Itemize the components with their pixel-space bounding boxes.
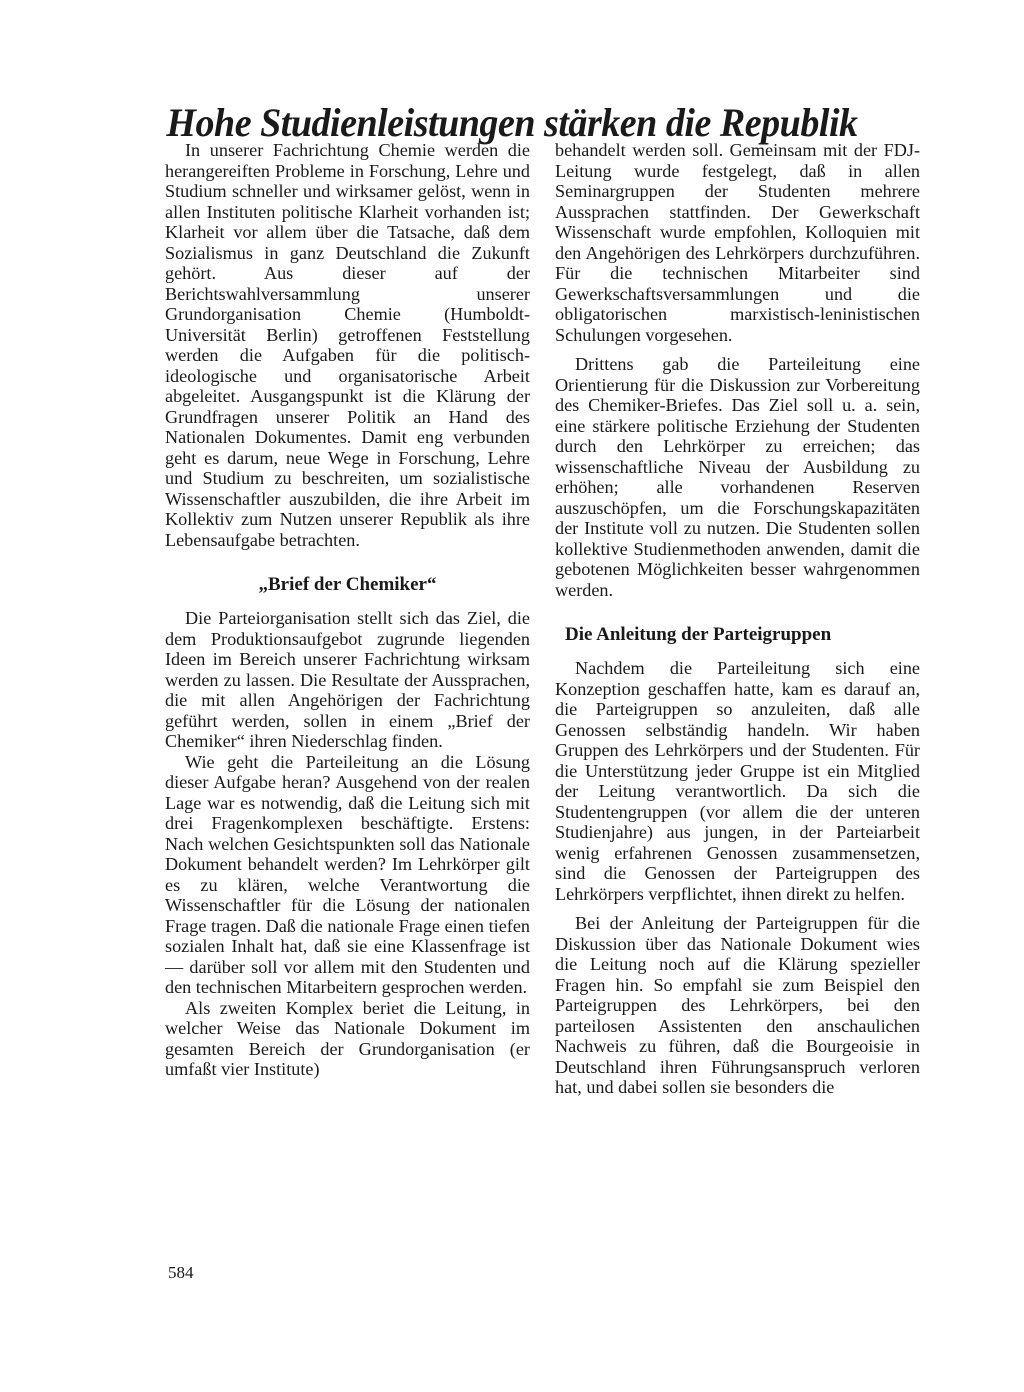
paragraph: Drittens gab die Parteileitung eine Orientierung für die Diskussion zur Vorbereitung des Chemiker-Briefes. Das Ziel soll u. a. sein, eine stärkere politische Erziehung der Studenten durch den Lehrkörper zu erreichen; das wissenschaftliche Niveau der Ausbildung zu erhöhen; alle vorhandenen Reserven auszuschöpfen, um die Forschungskapazitäten der Institute voll zu nutzen. Die Studenten sollen kollektive Studienmethoden anwenden, damit die gebotenen Möglichkeiten besser wahrgenommen werden. (555, 354, 920, 600)
section-heading: „Brief der Chemiker“ (258, 574, 437, 595)
paragraph: In unserer Fachrichtung Chemie werden die herangereiften Probleme in Forschung, Lehre und Studium schneller und wirksamer gelöst, wenn in allen Instituten politische Klarheit vorhanden ist; Klarheit vor allem über die Tatsache, daß dem Sozialismus in ganz Deutschland die Zukunft gehört. Aus dieser auf der Berichtswahlversammlung unserer Grundorganisation Chemie (Humboldt-Universität Berlin) getroffenen Feststellung werden die Aufgaben für die politisch-ideologische und organisatorische Arbeit abgeleitet. Ausgangspunkt ist die Klärung der Grundfragen unserer Politik an Hand des Nationalen Dokumentes. Damit eng verbunden geht es darum, neue Wege in Forschung, Lehre und Studium zu beschreiten, um sozialistische Wissenschaftler auszubilden, die ihre Arbeit im Kollektiv zum Nutzen unserer Republik als ihre Lebensaufgabe betrachten. (165, 140, 530, 550)
right-column (555, 140, 920, 1098)
article-title: Hohe Studienleistungen stärken die Republik (166, 99, 858, 145)
left-column (165, 140, 530, 1080)
paragraph: Nachdem die Parteileitung sich eine Konzeption geschaffen hatte, kam es darauf an, die Parteigruppen so anzuleiten, daß alle Genossen selbständig handeln. Wir haben Gruppen des Lehrkörpers und der Studenten. Für die Unterstützung jeder Gruppe ist ein Mitglied der Leitung verantwortlich. Da sich die Studentengruppen (vor allem die der unteren Studienjahre) aus jungen, in der Parteiarbeit wenig erfahrenen Genossen zusammensetzen, sind die Genossen der Parteigruppen des Lehrkörpers verpflichtet, ihnen direkt zu helfen. (555, 658, 920, 904)
paragraph: Die Parteiorganisation stellt sich das Ziel, die dem Produktionsaufgebot zugrunde liegenden Ideen im Bereich unserer Fachrichtung wirksam werden zu lassen. Die Resultate der Aussprachen, die mit allen Angehörigen der Fachrichtung geführt werden, sollen in einem „Brief der Chemiker“ ihren Niederschlag finden. (165, 608, 530, 751)
paragraph: behandelt werden soll. Gemeinsam mit der FDJ-Leitung wurde festgelegt, daß in allen Seminargruppen der Studenten mehrere Aussprachen stattfinden. Der Gewerkschaft Wissenschaft wurde empfohlen, Kolloquien mit den Angehörigen des Lehrkörpers durchzuführen. Für die technischen Mitarbeiter sind Gewerkschaftsversammlungen und die obligatorischen marxistisch-leninistischen Schulungen vorgesehen. (555, 140, 920, 345)
section-heading: Die Anleitung der Parteigruppen (565, 624, 832, 645)
paragraph: Wie geht die Parteileitung an die Lösung dieser Aufgabe heran? Ausgehend von der realen Lage war es notwendig, daß die Leitung sich mit drei Fragenkomplexen beschäftigte. Erstens: Nach welchen Gesichtspunkten soll das Nationale Dokument behandelt werden? Im Lehrkörper gilt es zu klären, welche Verantwortung die Wissenschaftler für die Lösung der nationalen Frage tragen. Daß die nationale Frage einen tiefen sozialen Inhalt hat, daß sie eine Klassenfrage ist — darüber soll vor allem mit den Studenten und den technischen Mitarbeitern gesprochen werden. (165, 751, 530, 997)
paragraph: Als zweiten Komplex beriet die Leitung, in welcher Weise das Nationale Dokument im gesamten Bereich der Grundorganisation (er umfaßt vier Institute) (165, 997, 530, 1079)
paragraph: Bei der Anleitung der Parteigruppen für die Diskussion über das Nationale Dokument wies die Leitung noch auf die Klärung spezieller Fragen hin. So empfahl sie zum Beispiel den Parteigruppen des Lehrkörpers, bei den parteilosen Assistenten den anschaulichen Nachweis zu führen, daß die Bourgeoisie in Deutschland ihren Führungsanspruch verloren hat, und dabei sollen sie besonders die (555, 913, 920, 1097)
page-number: 584 (168, 1263, 194, 1282)
